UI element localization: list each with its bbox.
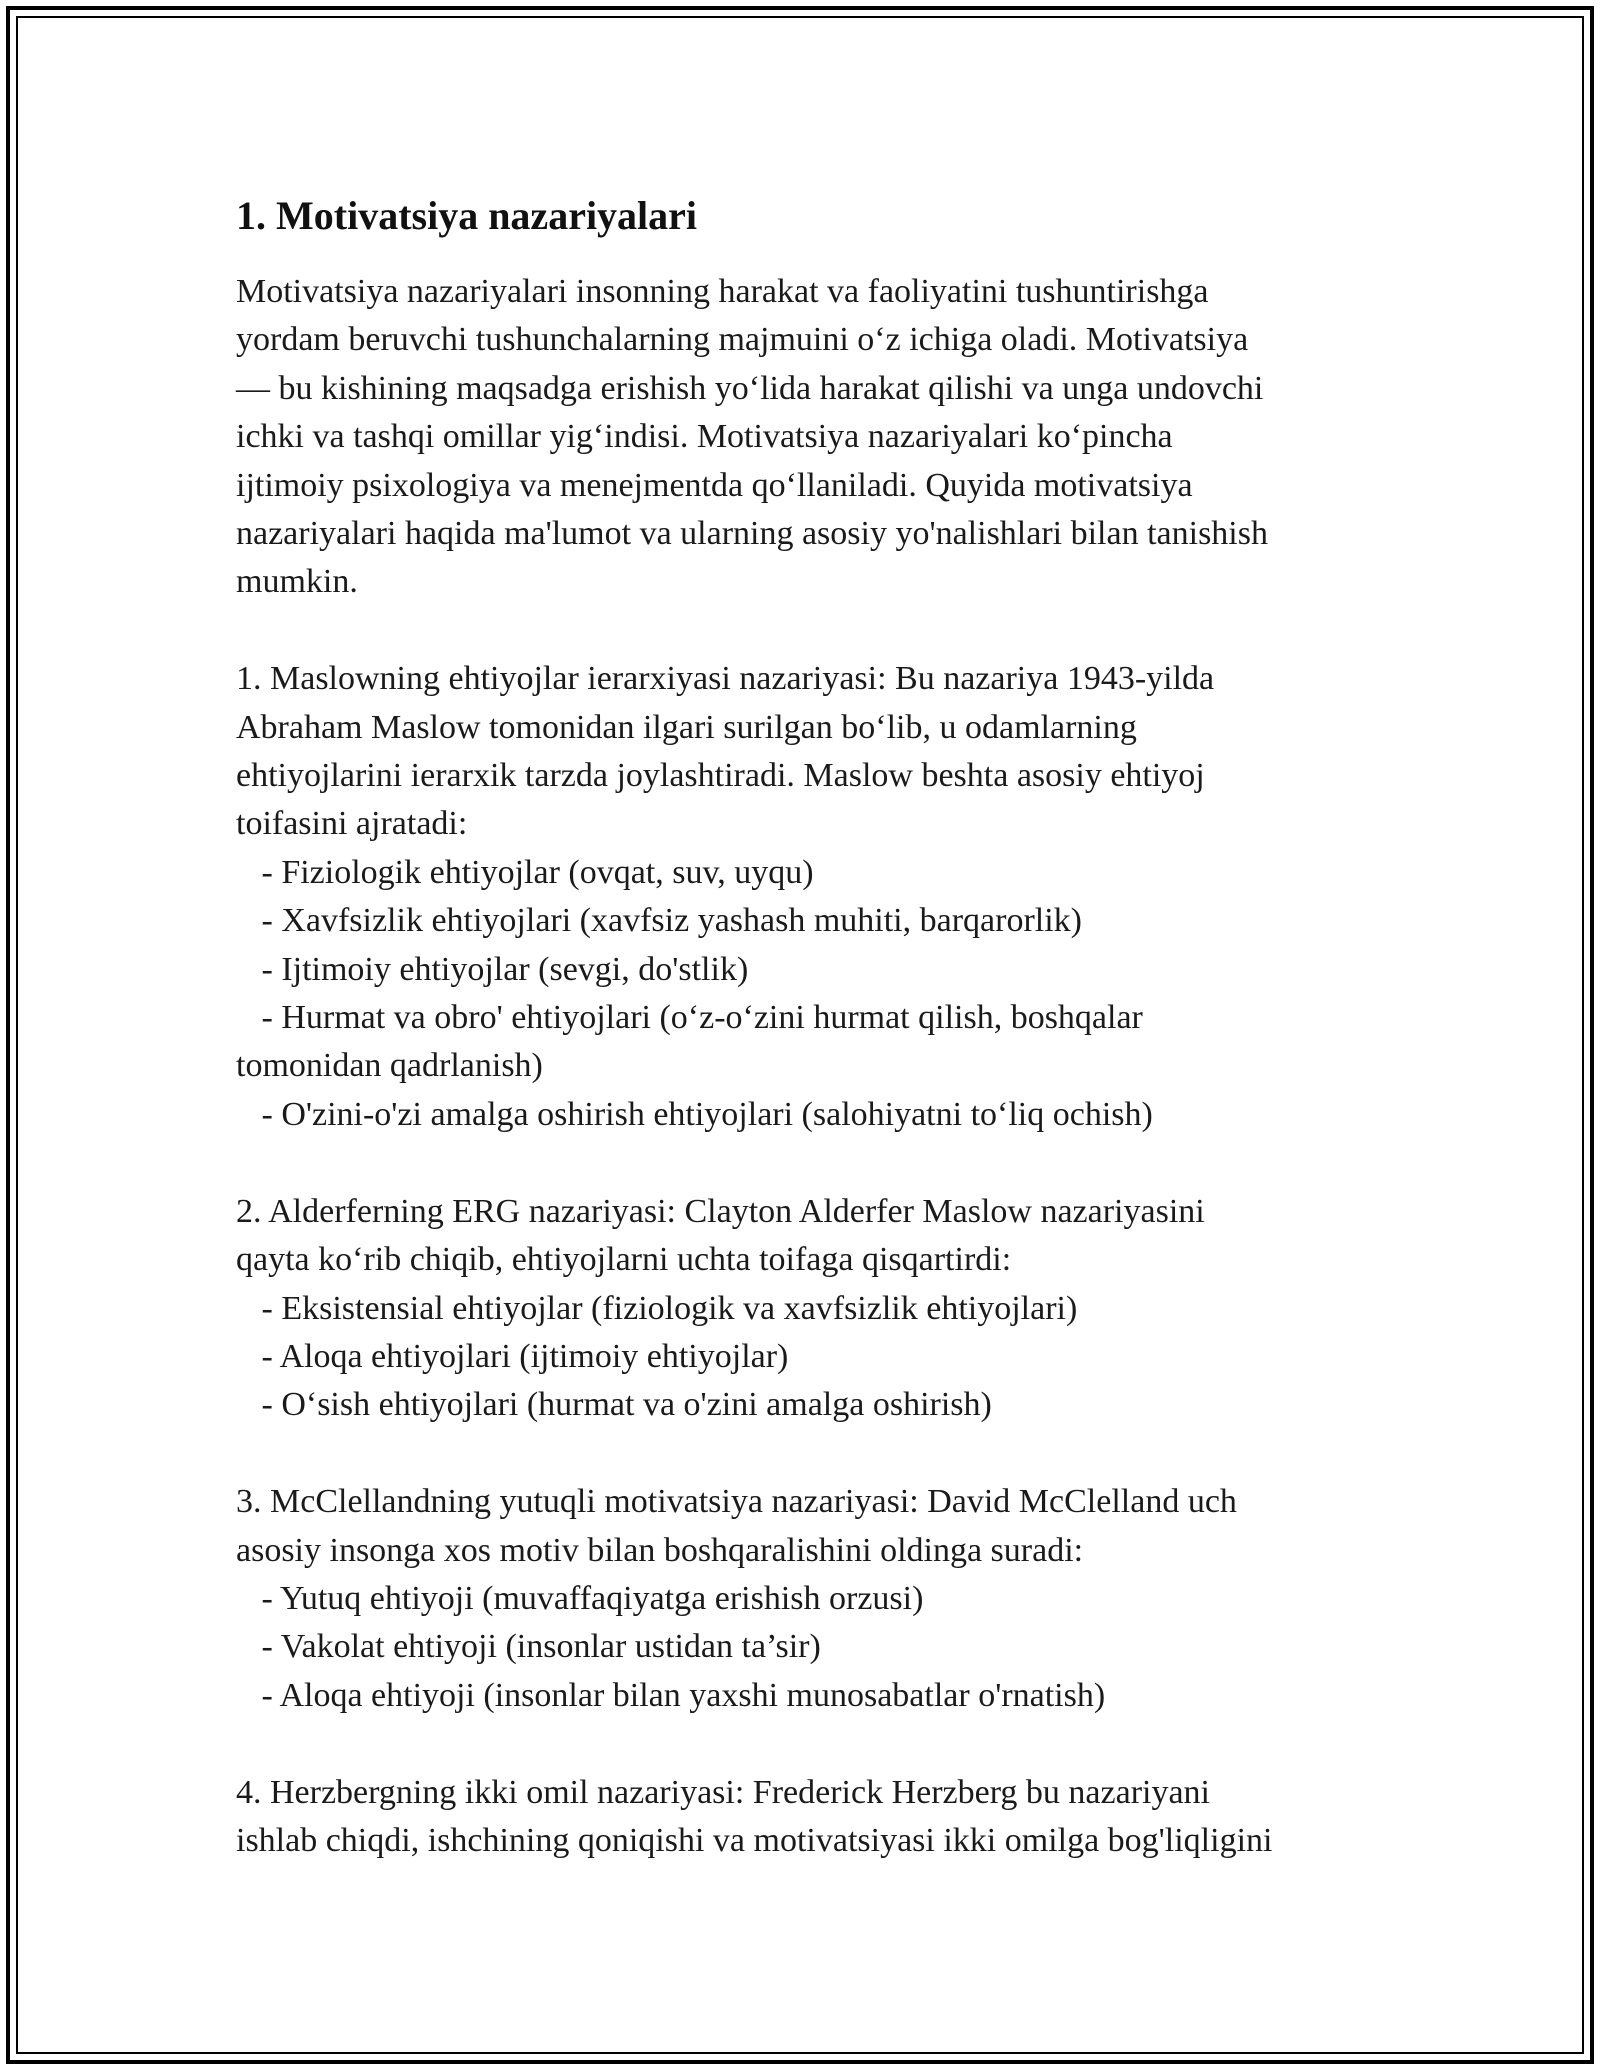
text-line: 1. Maslowning ehtiyojlar ierarxiyasi nazariyasi: Bu nazariya 1943-yilda — [236, 660, 1215, 698]
text-line: tomonidan qadrlanish) — [236, 1047, 543, 1085]
text-line: qayta ko‘rib chiqib, ehtiyojlarni uchta toifaga qisqartirdi: — [236, 1241, 1012, 1279]
text-line: 2. Alderferning ERG nazariyasi: Clayton Alderfer Maslow nazariyasini — [236, 1192, 1205, 1230]
text-line: Abraham Maslow tomonidan ilgari surilgan bo‘lib, u odamlarning — [236, 708, 1137, 746]
list-item: - Aloqa ehtiyoji (insonlar bilan yaxshi munosabatlar o'rnatish) — [236, 1676, 1106, 1714]
document-body — [236, 186, 1366, 1865]
list-item: - Xavfsizlik ehtiyojlari (xavfsiz yashash muhiti, barqarorlik) — [236, 902, 1082, 940]
text-line: mumkin. — [236, 563, 358, 601]
text-line: Motivatsiya nazariyalari insonning harakat va faoliyatini tushuntirishga — [236, 273, 1209, 310]
text-line: asosiy insonga xos motiv bilan boshqaralishini oldinga suradi: — [236, 1531, 1084, 1569]
paragraph-gap — [236, 607, 1366, 655]
paragraph-gap — [236, 1139, 1366, 1187]
section-title: 1. Motivatsiya nazariyalari — [236, 193, 698, 238]
list-item: - Fiziologik ehtiyojlar (ovqat, suv, uyqu) — [236, 853, 814, 891]
text-line: ishlab chiqdi, ishchining qoniqishi va motivatsiyasi ikki omilga bog'liqligini — [236, 1821, 1273, 1859]
text-line: — bu kishining maqsadga erishish yo‘lida harakat qilishi va unga undovchi — [236, 369, 1264, 407]
list-item: - Eksistensial ehtiyojlar (fiziologik va xavfsizlik ehtiyojlari) — [236, 1289, 1078, 1327]
text-line: nazariyalari haqida ma'lumot va ularning asosiy yo'nalishlari bilan tanishish — [236, 515, 1268, 553]
text-line: ichki va tashqi omillar yig‘indisi. Motivatsiya nazariyalari ko‘pincha — [236, 418, 1173, 456]
list-item: - O'zini-o'zi amalga oshirish ehtiyojlari (salohiyatni to‘liq ochish) — [236, 1095, 1153, 1133]
list-item: - Ijtimoiy ehtiyojlar (sevgi, do'stlik) — [236, 950, 749, 988]
paragraph-gap — [236, 1430, 1366, 1478]
list-item: - Yutuq ehtiyoji (muvaffaqiyatga erishish orzusi) — [236, 1579, 924, 1617]
text-line: ehtiyojlarini ierarxik tarzda joylashtiradi. Maslow beshta asosiy ehtiyoj — [236, 757, 1205, 795]
paragraph-gap — [236, 1720, 1366, 1768]
intro-paragraph — [236, 268, 1366, 655]
text-line: 3. McClellandning yutuqli motivatsiya nazariyasi: David McClelland uch — [236, 1483, 1237, 1521]
text-line: 4. Herzbergning ikki omil nazariyasi: Frederick Herzberg bu nazariyani — [236, 1773, 1210, 1811]
list-item: - O‘sish ehtiyojlari (hurmat va o'zini amalga oshirish) — [236, 1386, 992, 1424]
alderfer-section — [236, 1188, 1366, 1478]
text-line: toifasini ajratadi: — [236, 805, 468, 843]
list-item: - Hurmat va obro' ehtiyojlari (o‘z-o‘zini hurmat qilish, boshqalar — [236, 999, 1143, 1037]
list-item: - Aloqa ehtiyojlari (ijtimoiy ehtiyojlar) — [236, 1337, 789, 1375]
herzberg-section — [236, 1769, 1366, 1866]
list-item: - Vakolat ehtiyoji (insonlar ustidan ta’sir) — [236, 1628, 821, 1666]
text-line: yordam beruvchi tushunchalarning majmuini o‘z ichiga oladi. Motivatsiya — [236, 321, 1249, 359]
text-line: ijtimoiy psixologiya va menejmentda qo‘llaniladi. Quyida motivatsiya — [236, 466, 1193, 504]
mcclelland-section — [236, 1478, 1366, 1768]
maslow-section — [236, 655, 1366, 1187]
